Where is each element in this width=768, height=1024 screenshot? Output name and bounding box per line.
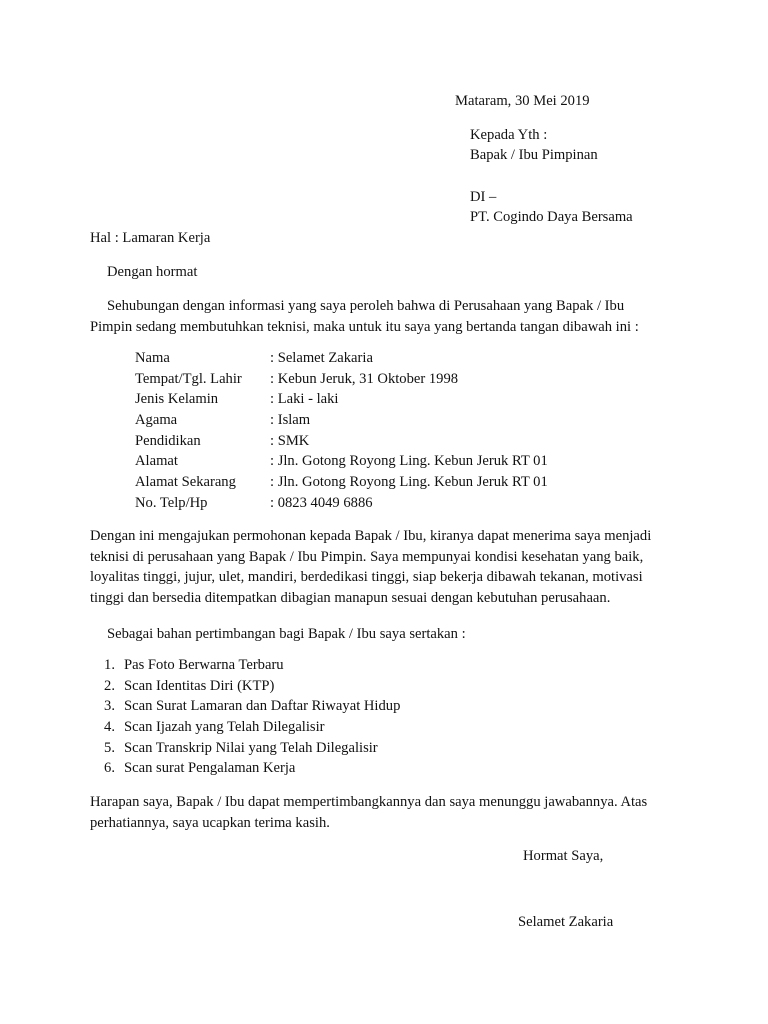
closing-paragraph <box>90 792 710 833</box>
attachment-text: Pas Foto Berwarna Terbaru <box>124 657 284 673</box>
attachment-number: 5. <box>104 739 115 756</box>
detail-label: Alamat <box>135 453 178 470</box>
detail-label: Nama <box>135 350 170 366</box>
closing-line-2: perhatiannya, saya ucapkan terima kasih. <box>90 814 330 831</box>
recipient-company: PT. Cogindo Daya Bersama <box>470 209 633 225</box>
closing-line-1: Harapan saya, Bapak / Ibu dapat mempertimbangkannya dan saya menunggu jawabannya. Atas <box>90 794 648 810</box>
detail-label: Pendidikan <box>135 432 201 449</box>
detail-row <box>135 431 548 452</box>
body-paragraph <box>90 526 710 609</box>
detail-label: Alamat Sekarang <box>135 474 236 491</box>
attachment-item <box>90 655 400 676</box>
detail-row <box>135 410 548 431</box>
intro-line-2: Pimpin sedang membutuhkan teknisi, maka untuk itu saya yang bertanda tangan dibawah ini : <box>90 318 639 335</box>
greeting: Dengan hormat <box>107 264 198 280</box>
recipient-line-2: Bapak / Ibu Pimpinan <box>470 147 598 163</box>
attachment-text: Scan Identitas Diri (KTP) <box>124 677 275 694</box>
intro-paragraph <box>90 296 690 337</box>
detail-label: Jenis Kelamin <box>135 391 219 408</box>
detail-row <box>135 348 548 369</box>
detail-row <box>135 493 548 514</box>
subject-line: Hal : Lamaran Kerja <box>90 230 211 246</box>
detail-row <box>135 389 548 410</box>
attachment-text: Scan Ijazah yang Telah Dilegalisir <box>124 719 325 736</box>
detail-label: No. Telp/Hp <box>135 494 208 511</box>
detail-value: : Kebun Jeruk, 31 Oktober 1998 <box>270 370 459 387</box>
detail-value: : Jln. Gotong Royong Ling. Kebun Jeruk RT 01 <box>270 474 548 491</box>
attachment-number: 4. <box>104 719 115 736</box>
attachment-item <box>90 758 400 779</box>
detail-value: : SMK <box>270 432 310 449</box>
attachment-number: 6. <box>104 760 115 777</box>
detail-label: Agama <box>135 412 178 429</box>
attachment-item <box>90 738 400 759</box>
attachment-number: 1. <box>104 657 115 673</box>
attachment-text: Scan Transkrip Nilai yang Telah Dilegalisir <box>124 739 378 756</box>
attachment-item <box>90 717 400 738</box>
detail-value: : Jln. Gotong Royong Ling. Kebun Jeruk RT 01 <box>270 453 548 470</box>
detail-row <box>135 451 548 472</box>
detail-value: : 0823 4049 6886 <box>270 494 373 511</box>
attachment-text: Scan Surat Lamaran dan Daftar Riwayat Hidup <box>124 698 401 715</box>
detail-value: : Laki - laki <box>270 391 339 408</box>
intro-line-1: Sehubungan dengan informasi yang saya peroleh bahwa di Perusahaan yang Bapak / Ibu <box>107 298 625 314</box>
detail-row <box>135 369 548 390</box>
body-line: Dengan ini mengajukan permohonan kepada Bapak / Ibu, kiranya dapat menerima saya menjadi <box>90 528 652 544</box>
detail-label: Tempat/Tgl. Lahir <box>135 370 242 387</box>
attachment-item <box>90 696 400 717</box>
body-line: loyalitas tinggi, jujur, ulet, mandiri, berdedikasi tinggi, siap bekerja dibawah tekanan, motivasi <box>90 569 643 586</box>
attachments-list <box>90 655 400 779</box>
recipient-line-1: Kepada Yth : <box>470 127 548 143</box>
body-line: teknisi di perusahaan yang Bapak / Ibu Pimpin. Saya mempunyai kondisi kesehatan yang baik, <box>90 548 644 565</box>
attachment-item <box>90 676 400 697</box>
attachment-number: 2. <box>104 677 115 694</box>
detail-row <box>135 472 548 493</box>
detail-value: : Selamet Zakaria <box>270 350 373 366</box>
personal-details <box>135 348 548 514</box>
attachment-text: Scan surat Pengalaman Kerja <box>124 760 296 777</box>
place-date: Mataram, 30 Mei 2019 <box>455 93 590 109</box>
signer-name: Selamet Zakaria <box>518 914 614 930</box>
sign-off: Hormat Saya, <box>523 848 604 864</box>
recipient-line-3: DI – <box>470 189 497 205</box>
detail-value: : Islam <box>270 412 311 429</box>
body-line: tinggi dan bersedia ditempatkan dibagian manapun sesuai dengan kebutuhan perusahaan. <box>90 590 611 607</box>
attachment-number: 3. <box>104 698 115 715</box>
attachments-intro: Sebagai bahan pertimbangan bagi Bapak / Ibu saya sertakan : <box>107 626 466 642</box>
